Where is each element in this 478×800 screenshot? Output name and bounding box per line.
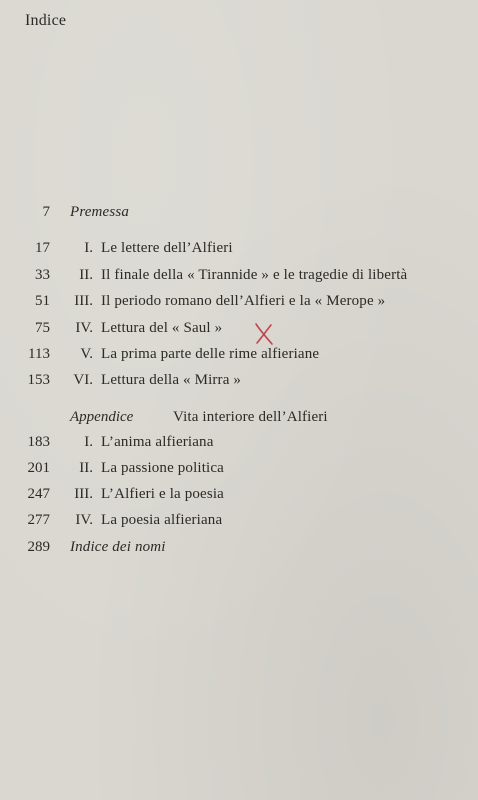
chapter-numeral: I. <box>84 434 93 450</box>
page-number: 183 <box>27 434 50 450</box>
page-number: 75 <box>35 320 50 336</box>
toc-entry-chapter-5 <box>0 342 478 366</box>
entry-title: Indice dei nomi <box>70 539 166 555</box>
entry-title: Le lettere dell’Alfieri <box>101 240 233 256</box>
chapter-numeral: IV. <box>75 320 93 336</box>
page-number: 17 <box>35 240 50 256</box>
entry-title: Lettura della « Mirra » <box>101 372 242 388</box>
page-number: 7 <box>42 204 50 220</box>
toc-entry-appendix-3 <box>0 482 478 506</box>
toc-entry-chapter-1 <box>0 236 478 260</box>
appendix-title: Vita interiore dell’Alfieri <box>173 409 328 425</box>
entry-title: Il periodo romano dell’Alfieri e la « Merope » <box>101 293 386 309</box>
page-number: 201 <box>27 460 50 476</box>
page-number: 277 <box>27 512 50 528</box>
toc-entry-chapter-3 <box>0 289 478 313</box>
toc-entry-chapter-6 <box>0 368 478 392</box>
page-number: 247 <box>27 486 50 502</box>
toc-entry-chapter-4 <box>0 316 478 340</box>
entry-title: Premessa <box>70 204 129 220</box>
entry-title: La passione politica <box>101 460 224 476</box>
page-number: 289 <box>27 539 50 555</box>
appendix-label: Appendice <box>70 409 134 425</box>
chapter-numeral: VI. <box>73 372 93 388</box>
chapter-numeral: IV. <box>75 512 93 528</box>
chapter-numeral: III. <box>74 293 93 309</box>
page-heading: Indice <box>25 12 67 29</box>
toc-entry-appendix-1 <box>0 430 478 454</box>
chapter-numeral: II. <box>79 460 93 476</box>
entry-title: Lettura del « Saul » <box>101 320 223 336</box>
chapter-numeral: II. <box>79 267 93 283</box>
entry-title: Il finale della « Tirannide » e le tragedie di libertà <box>101 267 408 283</box>
toc-entry-index-of-names <box>0 535 478 559</box>
entry-title: L’Alfieri e la poesia <box>101 486 224 502</box>
handwritten-x-mark-icon <box>252 321 276 347</box>
chapter-numeral: I. <box>84 240 93 256</box>
entry-title: La prima parte delle rime alfieriane <box>101 346 320 362</box>
toc-entry-premessa <box>0 200 478 224</box>
toc-entry-appendix-4 <box>0 508 478 532</box>
page-number: 33 <box>35 267 50 283</box>
page-number: 113 <box>28 346 50 362</box>
chapter-numeral: V. <box>80 346 93 362</box>
entry-title: La poesia alfieriana <box>101 512 223 528</box>
toc-entry-appendix-2 <box>0 456 478 480</box>
chapter-numeral: III. <box>74 486 93 502</box>
entry-title: L’anima alfieriana <box>101 434 214 450</box>
toc-entry-chapter-2 <box>0 263 478 287</box>
page-number: 51 <box>35 293 50 309</box>
toc-appendix-heading <box>0 405 478 429</box>
page-number: 153 <box>27 372 50 388</box>
